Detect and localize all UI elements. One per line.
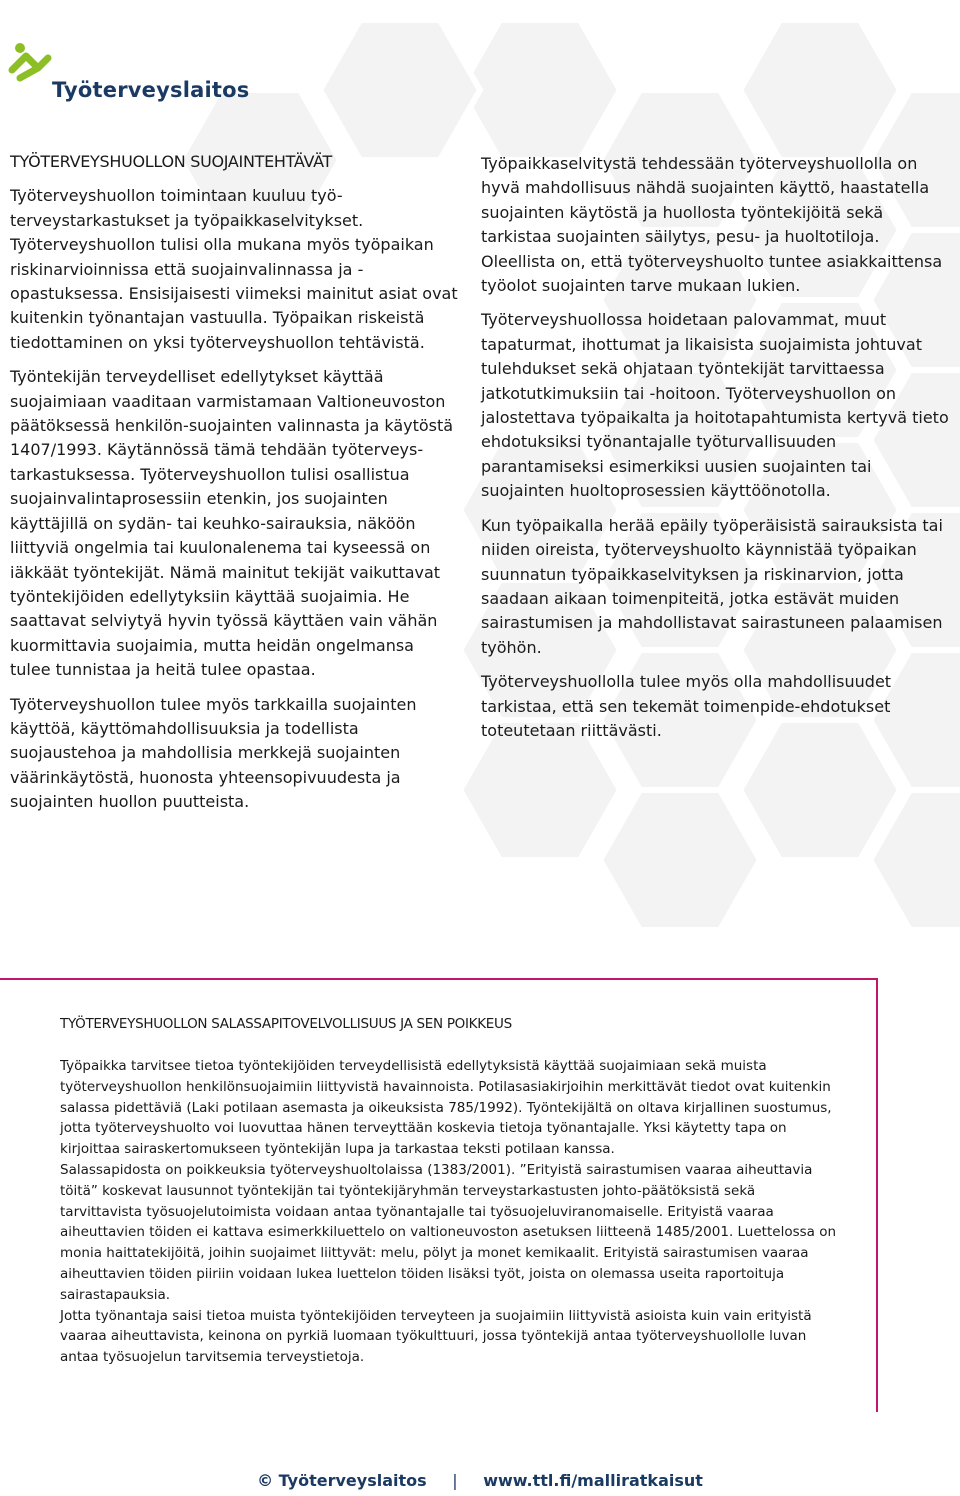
info-box-body	[60, 1056, 840, 1368]
paragraph: Työpaikkaselvitystä tehdessään työterveyshuollolla on hyvä mahdollisuus nähdä suojainten käyttö, haastatella suojainten käytöstä ja huollosta työntekijöitä sekä tarkistaa suojainten säilytys, pesu- ja huoltotiloja. Oleellista on, että työterveyshuolto tuntee asiakkaittensa työolot suojainten tarve mukaan lukien.	[481, 154, 943, 296]
info-box-paragraph: Salassapidosta on poikkeuksia työterveyshuoltolaissa (1383/2001). ”Erityistä sairastumisen vaaraa aiheuttavia töitä” koskevat lausunnot työntekijän tai työntekijäryhmän terveystarkastusten johto-päätöksistä sekä tarvittavista työsuojelutoimista voidaan antaa työnantajalle tai työsuojeluviranomaiselle. Erityistä vaaraa aiheuttavien töiden ei kattava esimerkkiluettelo on valtioneuvoston asetuksen liitteenä 1485/2001. Luettelossa on monia haittatekijöitä, joihin suojaimet liittyvät: melu, pölyt ja monet kemikaalit. Erityistä sairastumisen vaaraa aiheuttavien töiden piiriin voidaan lukea luettelon töiden lisäksi työt, joista on olemassa useita raportoituja sairastapauksia.	[60, 1161, 837, 1303]
footer-website-link[interactable]: www.ttl.fi/malliratkaisut	[483, 1471, 703, 1490]
info-box-title: TYÖTERVEYSHUOLLON SALASSAPITOVELVOLLISUUS JA SEN POIKKEUS	[60, 1016, 512, 1032]
info-box-paragraph: Työpaikka tarvitsee tietoa työntekijöiden terveydellisistä edellytyksistä käyttää suojaimiaan sekä muista työterveyshuollon henkilönsuojaimiin liittyvistä havainnoista. Potilasasiakirjoihin merkittävät tiedot ovat kuitenkin salassa pidettäviä (Laki potilaan asemasta ja oikeuksista 785/1992). Työntekijältä on oltava kirjallinen suostumus, jotta työterveyshuolto voi luovuttaa hänen terveyttään koskevia tietoja työnantajalle. Yksi käytetty tapa on kirjoittaa sairaskertomukseen työntekijän lupa ja tarkastaa teksti potilaan kanssa.	[60, 1058, 832, 1158]
right-column	[481, 152, 951, 743]
paragraph: Työterveyshuollolla tulee myös olla mahdollisuudet tarkistaa, että sen tekemät toimenpide-ehdotukset toteutetaan riittävästi.	[481, 672, 892, 740]
left-column	[10, 150, 458, 815]
paragraph: Työterveyshuollon toimintaan kuuluu työ-terveystarkastukset ja työpaikkaselvitykset. Työterveyshuollon tulisi olla mukana myös työpaikan riskinarvioinnissa että suojainvalinnassa ja -opastuksessa. Ensisijaisesti viimeksi mainitut asiat ovat kuitenkin työnantajan vastuulla. Työpaikan riskeistä tiedottaminen on yksi työterveyshuollon tehtävistä.	[10, 186, 458, 352]
section-heading: TYÖTERVEYSHUOLLON SUOJAINTEHTÄVÄT	[10, 152, 333, 171]
info-box-paragraph: Jotta työnantaja saisi tietoa muista työntekijöiden terveyteen ja suojaimiin liittyvistä asioista kuin vain erityistä vaaraa aiheuttavista, keinona on pyrkiä luomaan työkulttuuri, jossa työntekijä antaa työterveyshuollolle luvan antaa työsuojelun tarvitsemia terveystietoja.	[60, 1307, 812, 1366]
paragraph: Työntekijän terveydelliset edellytykset käyttää suojaimiaan vaaditaan varmistamaan Valtioneuvoston päätöksessä henkilön-suojainten valinnasta ja käytöstä 1407/1993. Käytännössä tämä tehdään työterveys-tarkastuksessa. Työterveyshuollon tulisi osallistua suojainvalintaprosessiin etenkin, jos suojainten käyttäjillä on sydän- tai keuhko-sairauksia, näköön liittyviä ongelmia tai kuulonalenema tai kyseessä on iäkkäät työntekijät. Nämä mainitut tekijät vaikuttavat työntekijöiden edellytyksiin käyttää suojaimia. He saattavat selviytyä hyvin työssä käyttäen vain vähän kuormittavia suojaimia, mutta heidän ongelmansa tulee tunnistaa ja heitä tulee opastaa.	[10, 367, 454, 680]
footer	[0, 1471, 960, 1490]
paragraph: Työterveyshuollossa hoidetaan palovammat, muut tapaturmat, ihottumat ja likaisista suojaimista johtuvat tulehdukset sekä ohjataan työntekijät tarvittaessa jatkotutkimuksiin tai -hoitoon. Työterveyshuollon on jalostettava työpaikalta ja hoitotapahtumista kertyvä tieto ehdotuksiksi työnantajalle työturvallisuuden parantamiseksi esimerkiksi uusien suojainten tai suojainten huoltoprosessien käyttöönotolla.	[481, 310, 949, 501]
footer-copyright: © Työterveyslaitos	[257, 1471, 427, 1490]
footer-separator: |	[452, 1471, 458, 1490]
logo-wordmark: Työterveyslaitos	[52, 78, 250, 102]
paragraph: Työterveyshuollon tulee myös tarkkailla suojainten käyttöä, käyttömahdollisuuksia ja todellista suojaustehoa ja mahdollisia merkkejä suojainten väärinkäytöstä, huonosta yhteensopivuudesta ja suojainten huollon puutteista.	[10, 694, 417, 812]
paragraph: Kun työpaikalla herää epäily työperäisistä sairauksista tai niiden oireista, työterveyshuolto käynnistää työpaikan suunnatun työpaikkaselvityksen ja riskinarvion, jotta saadaan aikaan toimenpiteitä, jotka estävät muiden sairastumisen ja mahdollistavat sairastuneen palaamisen työhön.	[481, 515, 943, 657]
